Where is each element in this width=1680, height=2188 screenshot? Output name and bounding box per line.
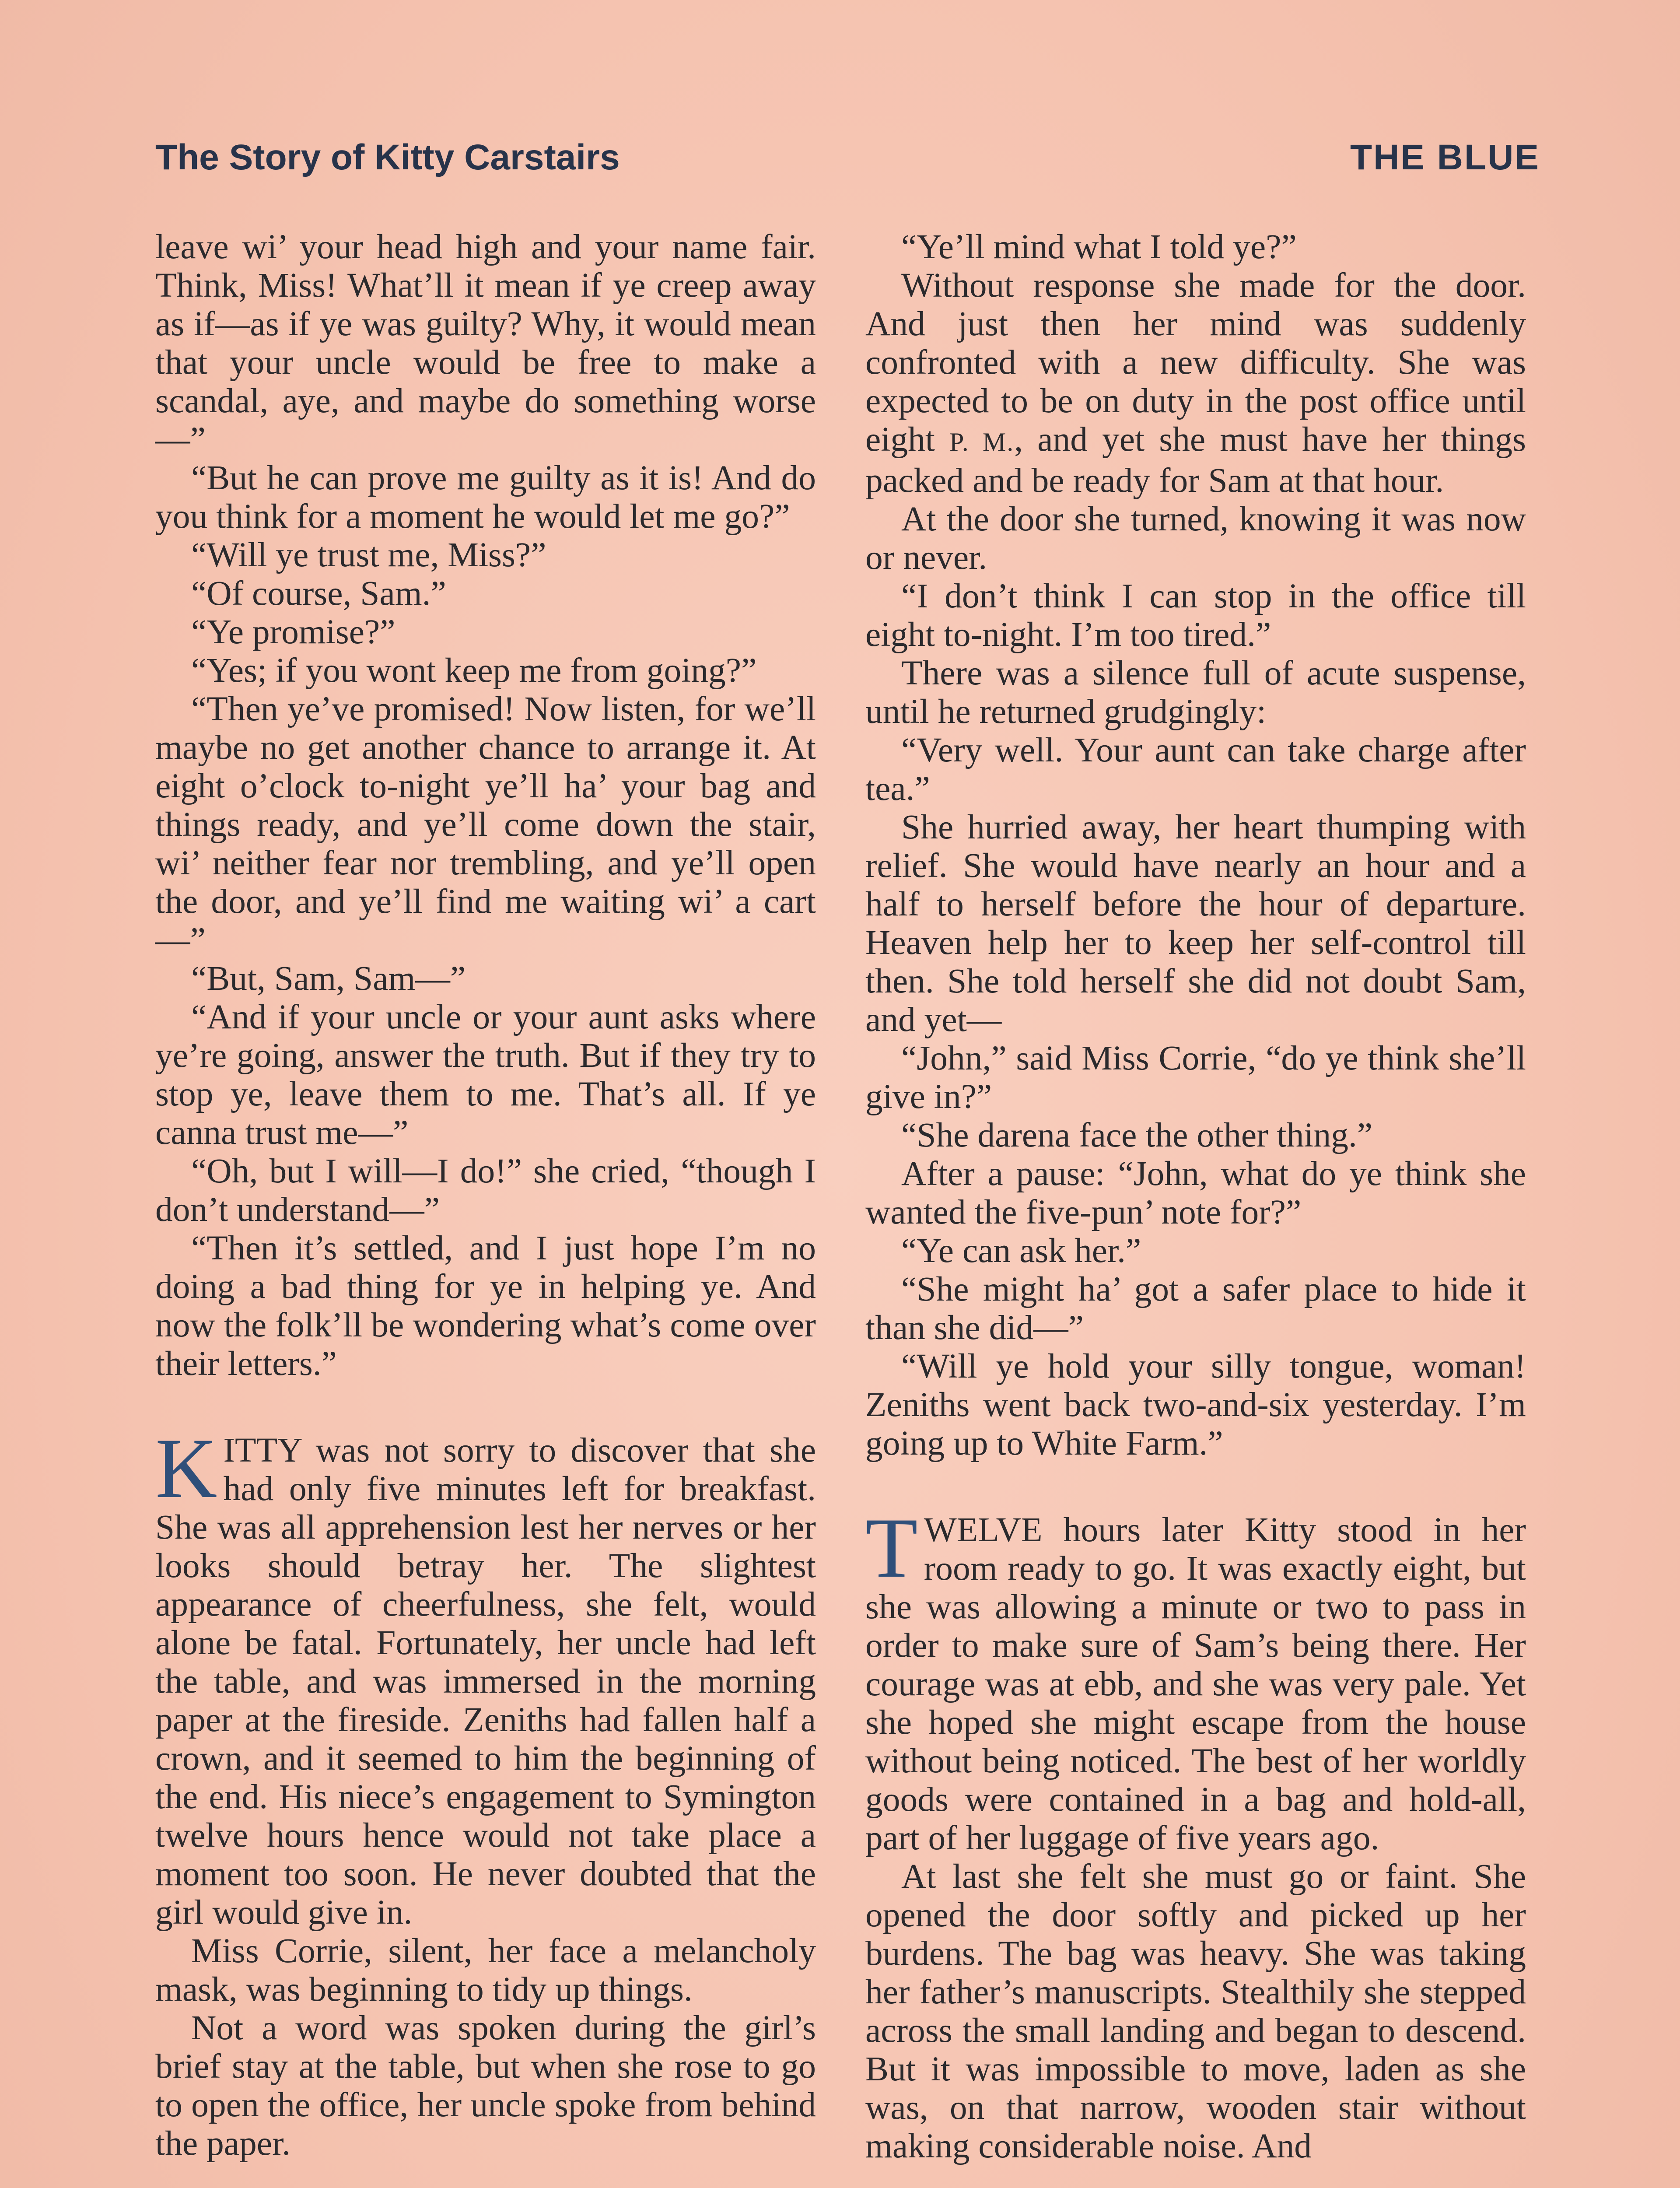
paragraph-text: WELVE hours later Kitty stood in her room ready to go. It was exactly eight, but she was allowing a minute or two to pass in order to make sure of Sam’s being there. Her courage was at ebb, and she was very pale. Yet she hoped she might escape from the house without being noticed. The best of her worldly goods were contained in a bag and hold-all, part of her luggage of five years ago. xyxy=(865,1511,1526,1857)
paragraph: “But, Sam, Sam—” xyxy=(191,959,466,998)
paragraph: “She might ha’ got a safer place to hide it than she did—” xyxy=(865,1270,1526,1347)
paragraph: “But he can prove me guilty as it is! And do you think for a moment he would let me go?” xyxy=(155,459,816,536)
paragraph: “John,” said Miss Corrie, “do ye think she’ll give in?” xyxy=(865,1039,1526,1116)
paragraph xyxy=(865,266,1526,500)
paragraph: She hurried away, her heart thumping with relief. She would have nearly an hour and a half to herself before the hour of departure. Heaven help her to keep her self-control till then. She told herself she did not doubt Sam, and yet— xyxy=(865,808,1526,1039)
section-break xyxy=(865,1462,1526,1511)
right-column xyxy=(865,228,1526,2165)
running-header xyxy=(155,131,1540,193)
drop-cap: T xyxy=(865,1501,918,1595)
paragraph: “Then ye’ve promised! Now listen, for we’ll maybe no get another chance to arrange it. At eight o’clock to-night ye’ll ha’ your bag and things ready, and ye’ll come down the stair, wi’ neither fear nor trembling, and ye’ll open the door, and ye’ll find me waiting wi’ a cart—” xyxy=(155,690,816,959)
paragraph: “Will ye hold your silly tongue, woman! Zeniths went back two-and-six yesterday. I’m going up to White Farm.” xyxy=(865,1347,1526,1462)
paragraph: “And if your uncle or your aunt asks where ye’re going, answer the truth. But if they try to stop ye, leave them to me. That’s all. If ye canna trust me—” xyxy=(155,998,816,1152)
paragraph: At the door she turned, knowing it was now or never. xyxy=(865,500,1526,577)
paragraph: Miss Corrie, silent, her face a melancholy mask, was beginning to tidy up things. xyxy=(155,1932,816,2009)
section-opening-paragraph xyxy=(155,1421,816,1932)
paragraph: “She darena face the other thing.” xyxy=(901,1116,1373,1154)
paragraph-text: , and yet she must have her things packed and be ready for Sam at that hour. xyxy=(865,420,1526,500)
paragraph: At last she felt she must go or faint. She opened the door softly and picked up her burdens. The bag was heavy. She was taking her father’s manuscripts. Stealthily she stepped across the small landing and began to descend. But it was impossible to move, laden as she was, on that narrow, wooden stair without making considerable noise. And xyxy=(865,1857,1526,2165)
paragraph: “Yes; if you wont keep me from going?” xyxy=(191,651,757,690)
paragraph: leave wi’ your head high and your name fair. Think, Miss! What’ll it mean if ye creep away as if—as if ye was guilty? Why, it would mean that your uncle would be free to make a scandal, aye, and maybe do something worse—” xyxy=(155,228,816,459)
paragraph: Not a word was spoken during the girl’s brief stay at the table, but when she rose to go to open the office, her uncle spoke from behind the paper. xyxy=(155,2009,816,2163)
paragraph: There was a silence full of acute suspense, until he returned grudgingly: xyxy=(865,654,1526,731)
paragraph: “Ye can ask her.” xyxy=(901,1231,1141,1270)
paragraph-text: Without response she made for the door. And just then her mind was suddenly confronted with a new difficulty. She was expected to be on duty in the post office until eight xyxy=(865,266,1526,459)
paragraph: After a pause: “John, what do ye think she wanted the five-pun’ note for?” xyxy=(865,1154,1526,1231)
left-column xyxy=(155,228,816,2163)
paragraph: “Then it’s settled, and I just hope I’m no doing a bad thing for ye in helping ye. And now the folk’ll be wondering what’s come over their letters.” xyxy=(155,1229,816,1383)
magazine-name: THE BLUE xyxy=(1350,137,1540,177)
drop-cap: K xyxy=(155,1421,217,1516)
paragraph: “Will ye trust me, Miss?” xyxy=(191,536,546,574)
time-abbreviation: P. M. xyxy=(949,428,1015,456)
paragraph: “Of course, Sam.” xyxy=(191,574,446,613)
paragraph: “Ye’ll mind what I told ye?” xyxy=(901,228,1297,266)
section-break xyxy=(155,1383,816,1431)
paragraph: “Ye promise?” xyxy=(191,613,396,651)
paragraph-text: ITTY was not sorry to discover that she had only five minutes left for breakfast. She was all apprehension lest her nerves or her looks should betray her. The slightest appearance of cheerfulness, she felt, would alone be fatal. Fortunately, her uncle had left the table, and was immersed in the morning paper at the fireside. Zeniths had fallen half a crown, and it seemed to him the beginning of the end. His niece’s engagement to Symington twelve hours hence would not take place a moment too soon. He never doubted that the girl would give in. xyxy=(155,1431,816,1932)
story-title: The Story of Kitty Carstairs xyxy=(155,137,620,177)
paragraph: “Very well. Your aunt can take charge after tea.” xyxy=(865,731,1526,808)
paragraph: “I don’t think I can stop in the office till eight to-night. I’m too tired.” xyxy=(865,577,1526,654)
section-opening-paragraph xyxy=(865,1501,1526,1857)
paragraph: “Oh, but I will—I do!” she cried, “though I don’t understand—” xyxy=(155,1152,816,1229)
